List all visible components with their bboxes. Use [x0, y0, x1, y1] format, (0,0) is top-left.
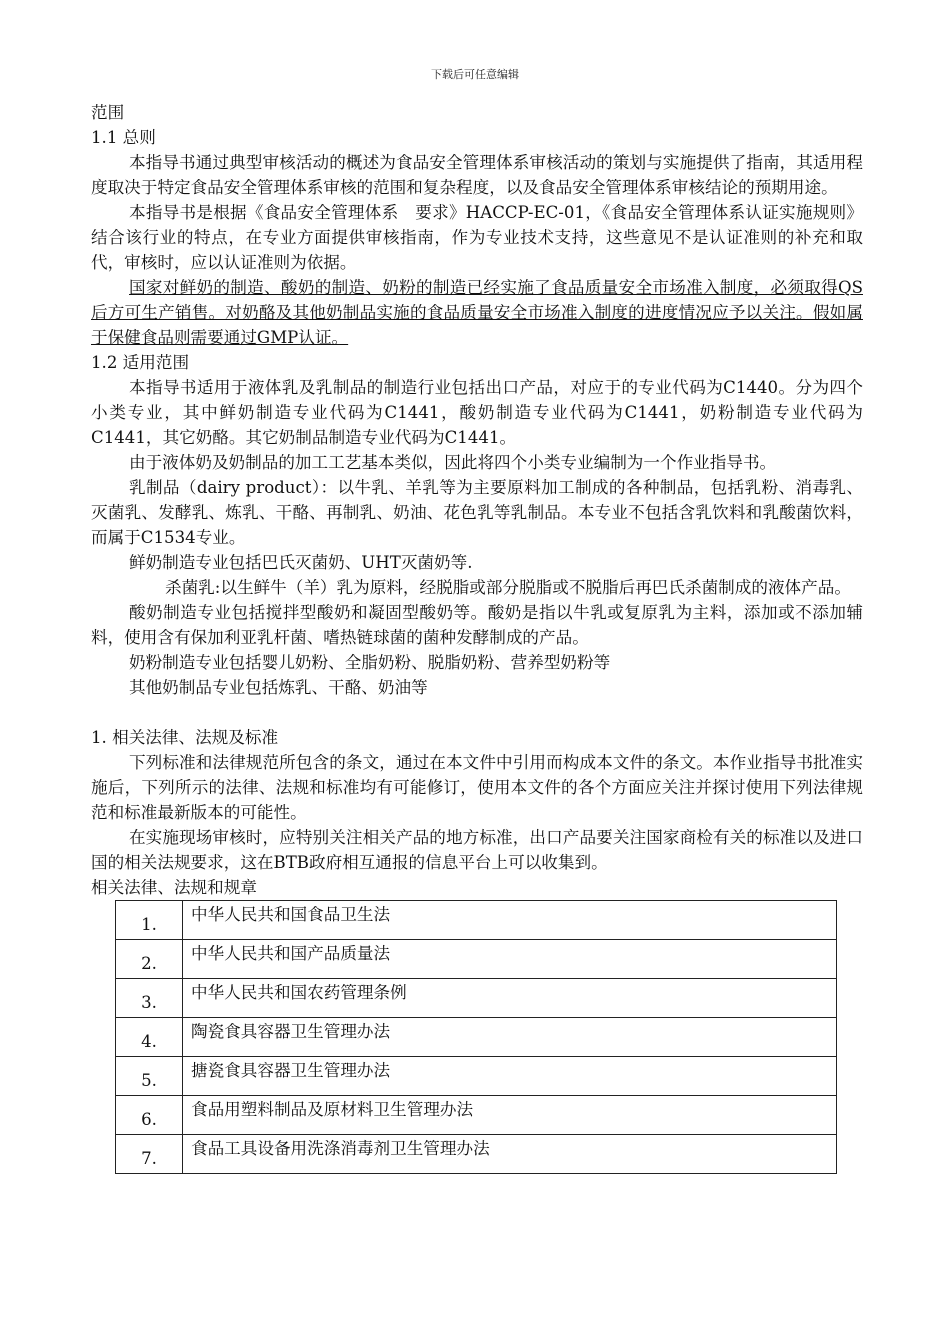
paragraph: 酸奶制造专业包括搅拌型酸奶和凝固型酸奶等。酸奶是指以牛乳或复原乳为主料，添加或不添加辅料，使用含有保加利亚乳杆菌、嗜热链球菌的菌种发酵制成的产品。: [91, 603, 863, 647]
row-number: 4.: [116, 1018, 183, 1057]
table-row: [116, 1096, 837, 1135]
paragraph: 国家对鲜奶的制造、酸奶的制造、奶粉的制造已经实施了食品质量安全市场准入制度，必须取得QS后方可生产销售。对奶酪及其他奶制品实施的食品质量安全市场准入制度的进度情况应予以关注。假如属于保健食品则需要通过GMP认证。: [91, 278, 863, 347]
paragraph: 鲜奶制造专业包括巴氏灭菌奶、UHT灭菌奶等.: [129, 553, 473, 572]
page-header: 下载后可任意编辑: [431, 68, 519, 81]
law-name: 食品工具设备用洗涤消毒剂卫生管理办法: [183, 1135, 837, 1174]
paragraph: 奶粉制造专业包括婴儿奶粉、全脂奶粉、脱脂奶粉、营养型奶粉等: [129, 653, 611, 672]
paragraph: 由于液体奶及奶制品的加工工艺基本类似，因此将四个小类专业编制为一个作业指导书。: [129, 453, 777, 472]
paragraph: 范围: [91, 103, 125, 122]
row-number: 5.: [116, 1057, 183, 1096]
table-row: [116, 1135, 837, 1174]
row-number: 3.: [116, 979, 183, 1018]
paragraph: 本指导书适用于液体乳及乳制品的制造行业包括出口产品，对应于的专业代码为C1440。分为四个小类专业，其中鲜奶制造专业代码为C1441，酸奶制造专业代码为C1441，奶粉制造专业代码为C1441，其它奶酪。其它奶制品制造专业代码为C1441。: [91, 378, 863, 447]
laws-table: [115, 900, 837, 1174]
table-row: [116, 979, 837, 1018]
document-body: [91, 100, 863, 1174]
table-row: [116, 940, 837, 979]
paragraph: 1. 相关法律、法规及标准: [91, 728, 279, 747]
law-name: 中华人民共和国农药管理条例: [183, 979, 837, 1018]
paragraph: 其他奶制品专业包括炼乳、干酪、奶油等: [129, 678, 428, 697]
row-number: 2.: [116, 940, 183, 979]
law-name: 陶瓷食具容器卫生管理办法: [183, 1018, 837, 1057]
table-row: [116, 1057, 837, 1096]
paragraph: 本指导书通过典型审核活动的概述为食品安全管理体系审核活动的策划与实施提供了指南，其适用程度取决于特定食品安全管理体系审核的范围和复杂程度，以及食品安全管理体系审核结论的预期用途。: [91, 153, 863, 197]
law-name: 中华人民共和国产品质量法: [183, 940, 837, 979]
law-name: 食品用塑料制品及原材料卫生管理办法: [183, 1096, 837, 1135]
row-number: 6.: [116, 1096, 183, 1135]
paragraph: 本指导书是根据《食品安全管理体系 要求》HACCP-EC-01，《食品安全管理体系认证实施规则》结合该行业的特点，在专业方面提供审核指南，作为专业技术支持，这些意见不是认证准则的补充和取代，审核时，应以认证准则为依据。: [91, 203, 863, 272]
table-row: [116, 901, 837, 940]
paragraph: 1.2 适用范围: [91, 353, 190, 372]
law-name: 中华人民共和国食品卫生法: [183, 901, 837, 940]
paragraph: 1.1 总则: [91, 128, 156, 147]
paragraph: 下列标准和法律规范所包含的条文，通过在本文件中引用而构成本文件的条文。本作业指导书批准实施后，下列所示的法律、法规和标准均有可能修订，使用本文件的各个方面应关注并探讨使用下列法律规范和标准最新版本的可能性。: [91, 753, 863, 822]
paragraph: 乳制品（dairy product）：以牛乳、羊乳等为主要原料加工制成的各种制品，包括乳粉、消毒乳、灭菌乳、发酵乳、炼乳、干酪、再制乳、奶油、花色乳等乳制品。本专业不包括含乳饮料和乳酸菌饮料，而属于C1534专业。: [91, 478, 863, 547]
table-row: [116, 1018, 837, 1057]
text-blocks: [91, 100, 863, 900]
paragraph: 杀菌乳:以生鲜牛（羊）乳为原料，经脱脂或部分脱脂或不脱脂后再巴氏杀菌制成的液体产品。: [165, 578, 851, 597]
paragraph: 相关法律、法规和规章: [91, 878, 257, 897]
blank-line: [91, 700, 863, 725]
row-number: 1.: [116, 901, 183, 940]
row-number: 7.: [116, 1135, 183, 1174]
paragraph: 在实施现场审核时，应特别关注相关产品的地方标准，出口产品要关注国家商检有关的标准以及进口国的相关法规要求，这在BTB政府相互通报的信息平台上可以收集到。: [91, 828, 863, 872]
law-name: 搪瓷食具容器卫生管理办法: [183, 1057, 837, 1096]
